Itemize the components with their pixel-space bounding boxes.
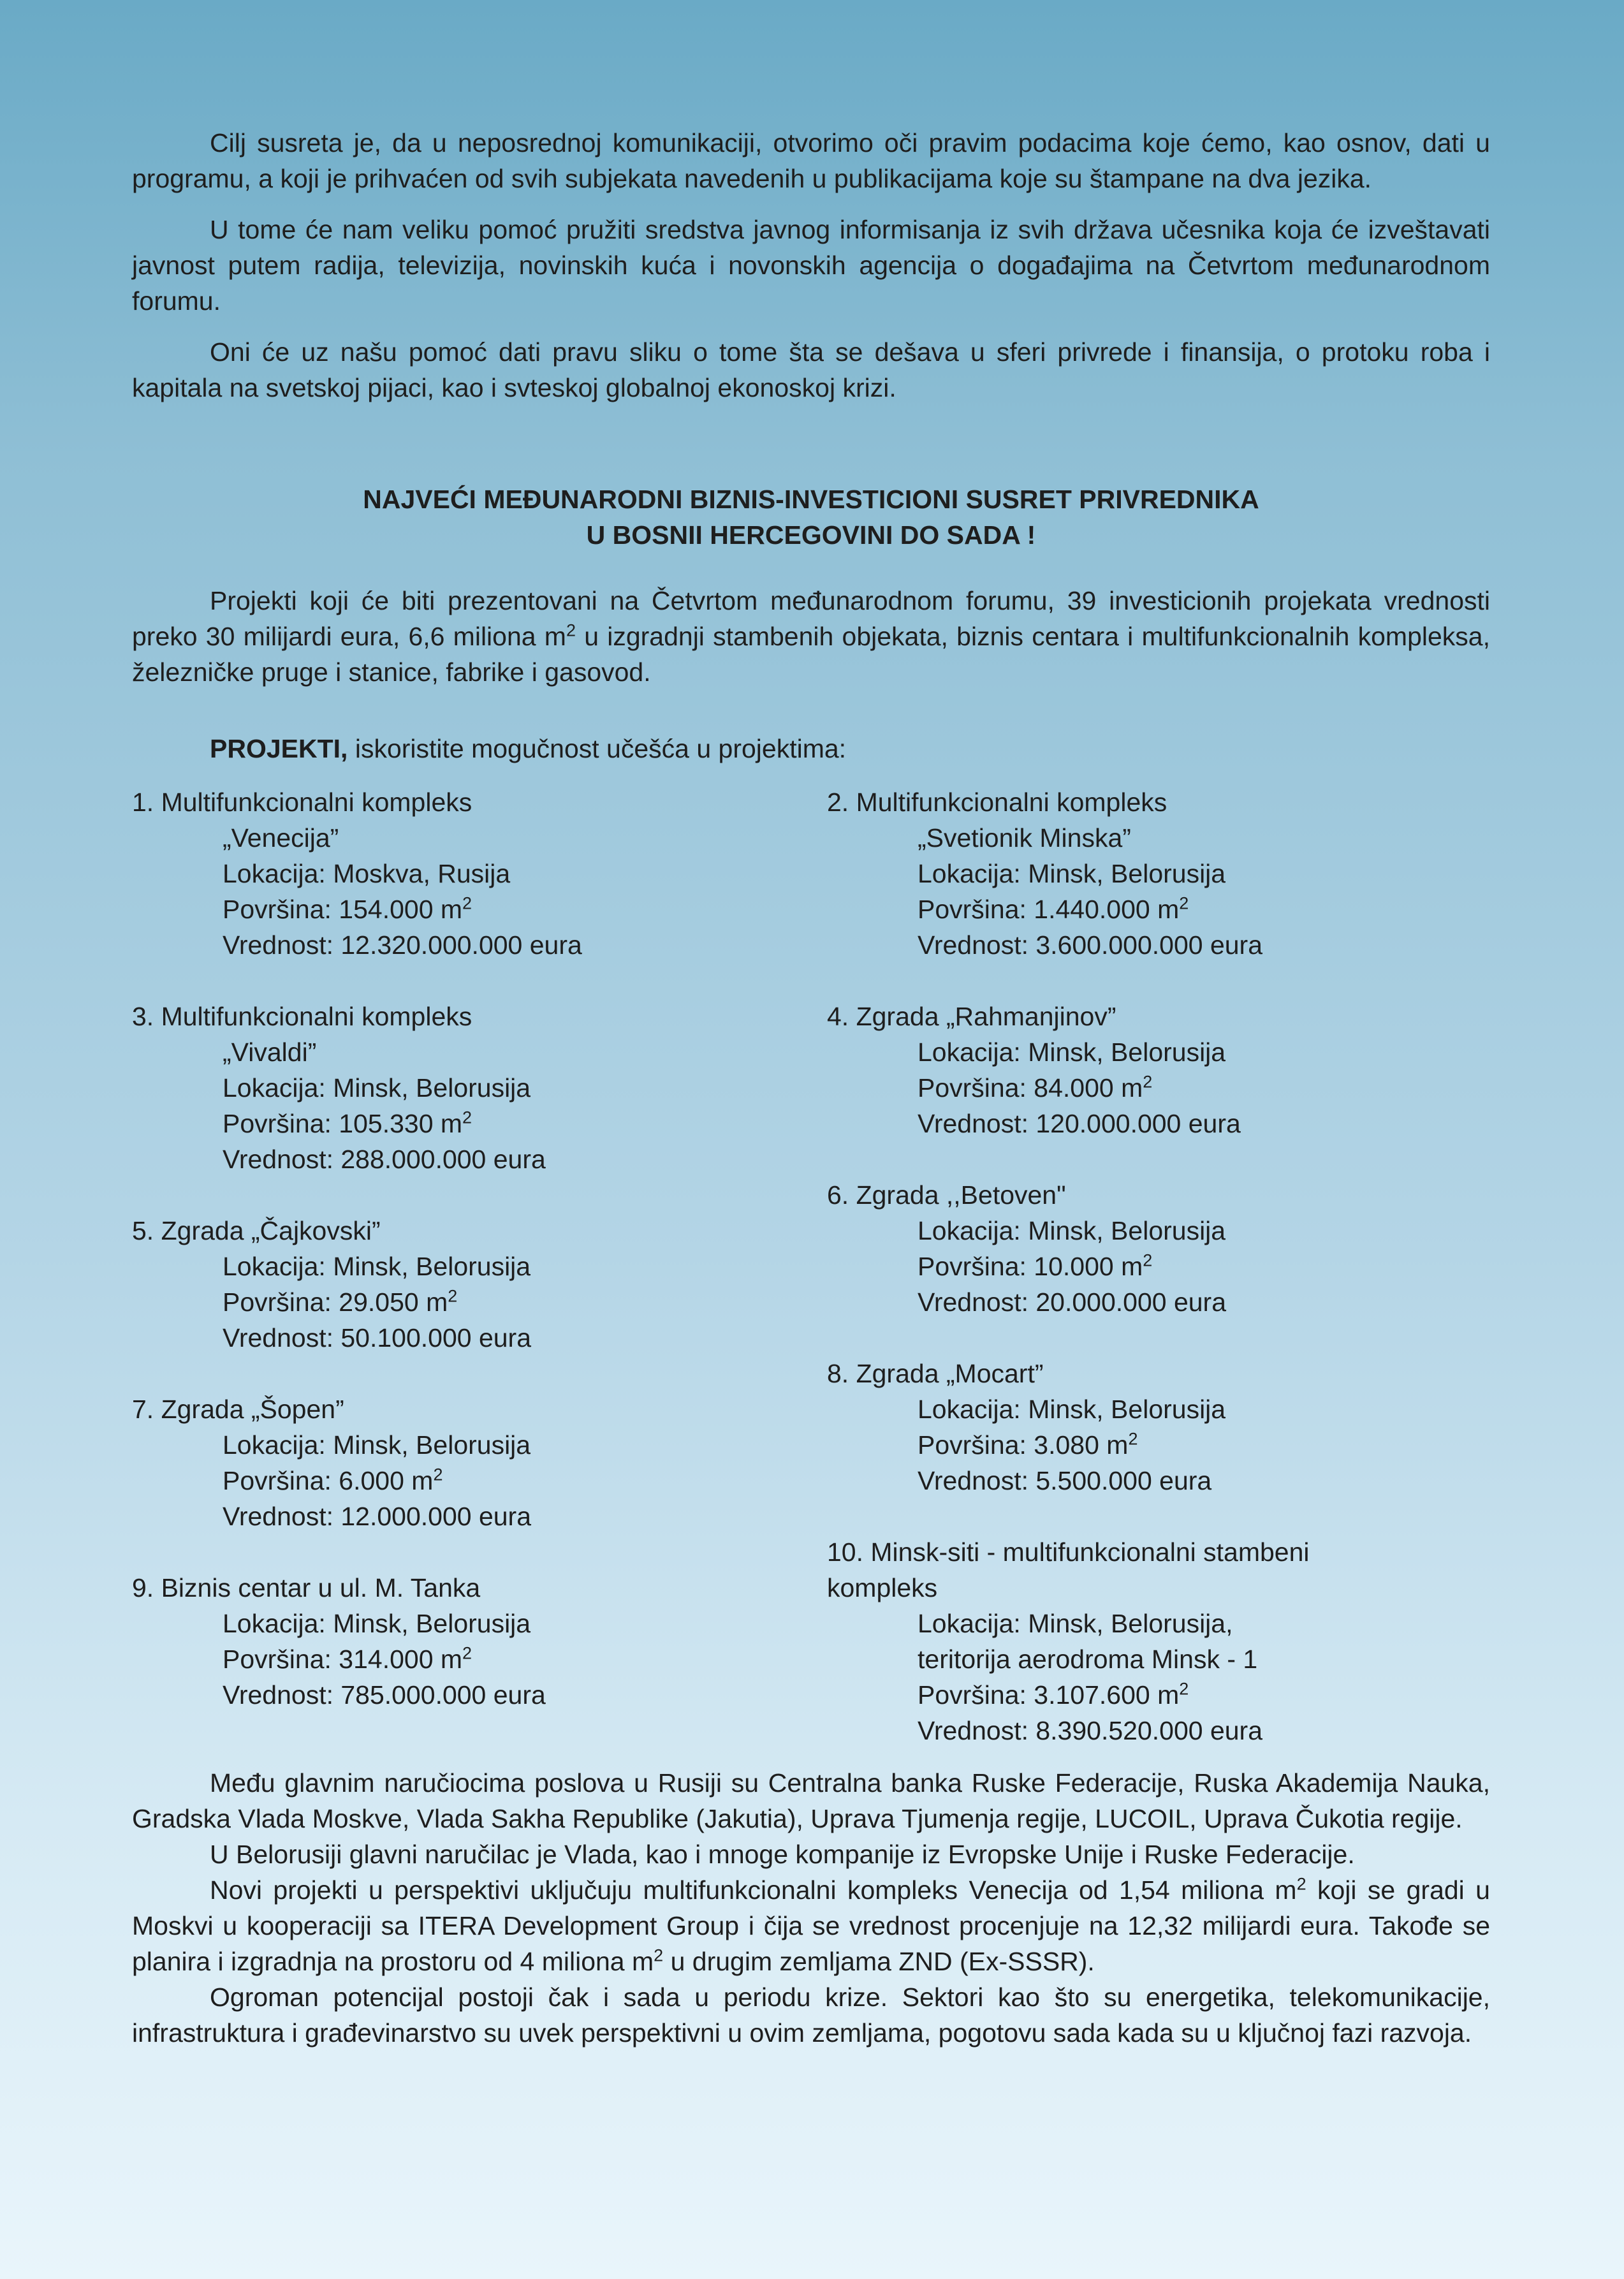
- project-title: 10. Minsk-siti - multifunkcionalni stambeni kompleks: [827, 1537, 1310, 1602]
- project-title: 3. Multifunkcionalni kompleks: [132, 1002, 472, 1031]
- project-area: [132, 891, 801, 927]
- projects-left-column: [132, 784, 801, 1748]
- projects-intro-paragraph: [132, 583, 1490, 690]
- project-area-text: Površina: 3.107.600 m: [918, 1680, 1180, 1710]
- project-area-text: Površina: 3.080 m: [918, 1430, 1129, 1460]
- projects-intro-before: Projekti koji će biti prezentovani na Četvrtom međunarodnom forumu, 39 investicionih projekata vrednosti preko 30 milijardi eura, 6,6 miliona m: [132, 586, 1490, 651]
- project-entry: [132, 999, 801, 1177]
- project-title: 8. Zgrada „Mocart”: [827, 1359, 1044, 1388]
- superscript-2: 2: [1143, 1250, 1153, 1270]
- intro-paragraph-2: U tome će nam veliku pomoć pružiti sredstva javnog informisanja iz svih država učesnika koja će izveštavati javnost putem radija, televizija, novinskih kuća i novonskih agencija o događajima na Četvrtom međunarodnom forumu.: [132, 215, 1490, 316]
- superscript-2: 2: [1128, 1429, 1138, 1449]
- project-value: Vrednost: 3.600.000.000 eura: [918, 930, 1263, 960]
- project-value: Vrednost: 20.000.000 eura: [918, 1287, 1227, 1317]
- project-value: Vrednost: 50.100.000 eura: [223, 1323, 532, 1352]
- intro-section: [132, 125, 1490, 406]
- project-entry: [132, 1213, 801, 1356]
- project-name: „Svetionik Minska”: [918, 823, 1131, 853]
- superscript-2: 2: [1296, 1874, 1306, 1894]
- superscript-2: 2: [566, 620, 576, 640]
- project-title: 7. Zgrada „Šopen”: [132, 1395, 344, 1424]
- superscript-2: 2: [462, 1108, 472, 1127]
- project-area-text: Površina: 154.000 m: [223, 895, 463, 924]
- project-location: Lokacija: Minsk, Belorusija,: [918, 1609, 1233, 1638]
- project-location: Lokacija: Minsk, Belorusija: [918, 1037, 1226, 1067]
- project-area: [132, 1641, 801, 1677]
- project-name: „Vivaldi”: [223, 1037, 317, 1067]
- closing-paragraph-2: U Belorusiji glavni naručilac je Vlada, kao i mnoge kompanije iz Evropske Unije i Ruske Federacije.: [210, 1840, 1355, 1869]
- project-location: Lokacija: Minsk, Belorusija: [918, 1216, 1226, 1245]
- project-value: Vrednost: 5.500.000 eura: [918, 1466, 1212, 1495]
- project-area-text: Površina: 84.000 m: [918, 1073, 1143, 1103]
- superscript-2: 2: [1179, 1679, 1189, 1699]
- heading-line-1: NAJVEĆI MEĐUNARODNI BIZNIS-INVESTICIONI SUSRET PRIVREDNIKA: [363, 485, 1259, 514]
- projects-intro-after: u izgradnji stambenih objekata, biznis centara i multifunkcionalnih kompleksa, železničke pruge i stanice, fabrike i gasovod.: [132, 622, 1490, 687]
- project-location: Lokacija: Minsk, Belorusija: [223, 1073, 531, 1103]
- project-title: 6. Zgrada ,,Betoven": [827, 1180, 1066, 1210]
- project-area-text: Površina: 314.000 m: [223, 1645, 463, 1674]
- projekti-label-rest: iskoristite mogučnost učešća u projektima:: [347, 734, 847, 763]
- projects-intro-section: [132, 583, 1490, 690]
- project-area: [827, 891, 1496, 927]
- project-value: Vrednost: 785.000.000 eura: [223, 1680, 546, 1710]
- superscript-2: 2: [433, 1465, 443, 1484]
- project-area-text: Površina: 29.050 m: [223, 1287, 448, 1317]
- project-value: Vrednost: 12.000.000 eura: [223, 1502, 532, 1531]
- closing-p3-part-a: Novi projekti u perspektivi uključuju multifunkcionalni kompleks Venecija od 1,54 miliona m: [210, 1875, 1297, 1905]
- superscript-2: 2: [462, 893, 472, 913]
- closing-paragraph-1: Među glavnim naručiocima poslova u Rusiji su Centralna banka Ruske Federacije, Ruska Akademija Nauka, Gradska Vlada Moskve, Vlada Sakha Republike (Jakutia), Uprava Tjumenja regije, LUCOIL, Uprava Čukotia regije.: [132, 1768, 1490, 1833]
- closing-section: [132, 1765, 1490, 2051]
- project-location: Lokacija: Minsk, Belorusija: [223, 1252, 531, 1281]
- superscript-2: 2: [1179, 893, 1189, 913]
- project-location: Lokacija: Minsk, Belorusija: [918, 1395, 1226, 1424]
- project-value: Vrednost: 288.000.000 eura: [223, 1145, 546, 1174]
- project-area-text: Površina: 6.000 m: [223, 1466, 434, 1495]
- project-title: 5. Zgrada „Čajkovski”: [132, 1216, 381, 1245]
- project-entry: [827, 1356, 1496, 1499]
- intro-paragraph-3: Oni će uz našu pomoć dati pravu sliku o tome šta se dešava u sferi privrede i finansija, o protoku roba i kapitala na svetskoj pijaci, kao i svteskoj globalnoj ekonoskoj krizi.: [132, 337, 1490, 402]
- projekti-label-bold: PROJEKTI,: [210, 734, 348, 763]
- project-title: 9. Biznis centar u ul. M. Tanka: [132, 1573, 481, 1602]
- project-location-detail: teritorija aerodroma Minsk - 1: [918, 1645, 1258, 1674]
- project-entry: [827, 999, 1496, 1141]
- superscript-2: 2: [462, 1643, 472, 1663]
- closing-p3-part-c: u drugim zemljama ZND (Ex-SSSR).: [663, 1947, 1095, 1976]
- project-title: 2. Multifunkcionalni kompleks: [827, 788, 1167, 817]
- project-area: [827, 1427, 1496, 1463]
- project-area: [132, 1106, 801, 1141]
- project-area: [132, 1463, 801, 1499]
- project-location: Lokacija: Minsk, Belorusija: [223, 1609, 531, 1638]
- project-area: [827, 1070, 1496, 1106]
- project-entry: [827, 1534, 1496, 1748]
- superscript-2: 2: [1143, 1072, 1153, 1092]
- project-location: Lokacija: Minsk, Belorusija: [223, 1430, 531, 1460]
- project-area-text: Površina: 1.440.000 m: [918, 895, 1180, 924]
- project-area-text: Površina: 10.000 m: [918, 1252, 1143, 1281]
- projects-right-column: [827, 784, 1496, 1748]
- project-entry: [132, 1391, 801, 1534]
- project-title: 4. Zgrada „Rahmanjinov”: [827, 1002, 1116, 1031]
- project-area: [827, 1677, 1496, 1713]
- project-value: Vrednost: 120.000.000 eura: [918, 1109, 1241, 1138]
- intro-paragraph-1: Cilj susreta je, da u neposrednoj komunikaciji, otvorimo oči pravim podacima koje ćemo, kao osnov, dati u programu, a koji je prihvaćen od svih subjekata navedenih u publikacijama koje su štampane na dva jezika.: [132, 128, 1490, 193]
- superscript-2: 2: [448, 1286, 458, 1306]
- closing-paragraph-3: [132, 1872, 1490, 1979]
- project-entry: [132, 1570, 801, 1713]
- project-entry: [827, 784, 1496, 963]
- project-value: Vrednost: 12.320.000.000 eura: [223, 930, 582, 960]
- project-area: [827, 1249, 1496, 1284]
- project-title: 1. Multifunkcionalni kompleks: [132, 788, 472, 817]
- section-heading: [132, 481, 1490, 553]
- project-location: Lokacija: Minsk, Belorusija: [918, 859, 1226, 888]
- closing-paragraph-4: Ogroman potencijal postoji čak i sada u periodu krize. Sektori kao što su energetika, telekomunikacije, infrastruktura i građevinarstvo su uvek perspektivni u ovim zemljama, pogotovu sada kada su u ključnoj fazi razvoja.: [132, 1982, 1490, 2048]
- superscript-2: 2: [654, 1946, 664, 1965]
- project-name: „Venecija”: [223, 823, 339, 853]
- closing-p3-part-b: koji se gradi u Moskvi u kooperaciji sa ITERA Development Group i čija se vrednost procenjuje na 12,32 milijardi eura. Takođe se planira i izgradnja na prostoru od 4 miliona m: [132, 1875, 1490, 1976]
- project-value: Vrednost: 8.390.520.000 eura: [918, 1716, 1263, 1745]
- projekti-label: [210, 731, 846, 766]
- project-entry: [132, 784, 801, 963]
- project-area: [132, 1284, 801, 1320]
- project-location: Lokacija: Moskva, Rusija: [223, 859, 511, 888]
- heading-line-2: U BOSNII HERCEGOVINI DO SADA !: [586, 520, 1036, 550]
- project-area-text: Površina: 105.330 m: [223, 1109, 463, 1138]
- project-entry: [827, 1177, 1496, 1320]
